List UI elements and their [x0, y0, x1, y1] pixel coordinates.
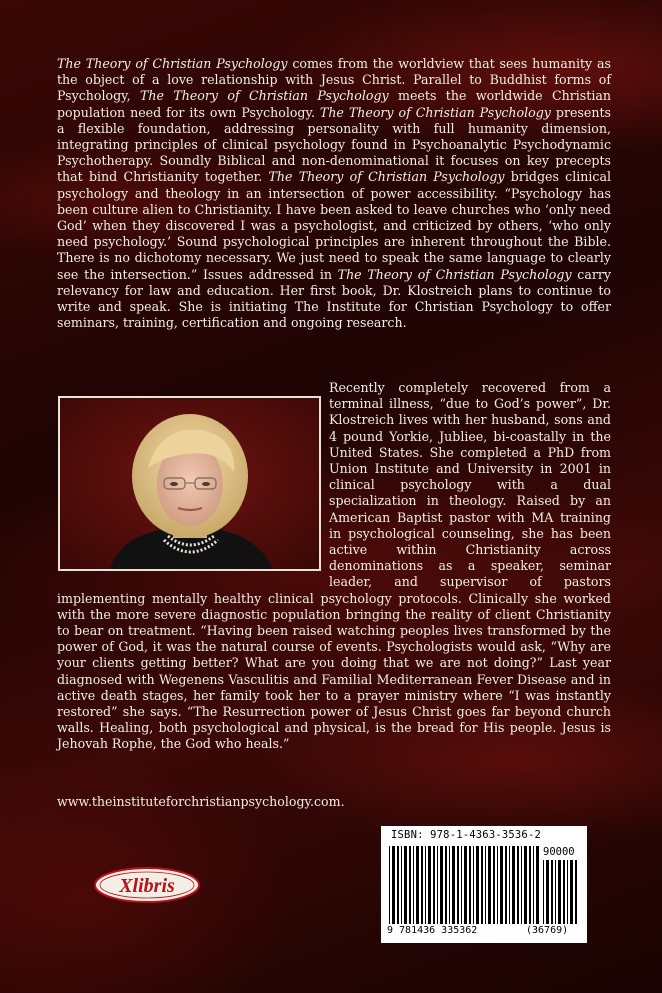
barcode-bar [512, 846, 515, 924]
barcode-bar [397, 846, 399, 924]
barcode-bar [437, 846, 438, 924]
barcode-bar [555, 860, 556, 924]
book-title-3: The Theory of Christian Psychology [319, 104, 551, 120]
barcode-bar [389, 846, 390, 924]
barcode-bar [543, 860, 544, 924]
barcode-bar [469, 846, 471, 924]
barcode-bar [413, 846, 414, 924]
barcode-bar [551, 860, 553, 924]
barcode-bar [425, 846, 426, 924]
barcode-bar [575, 860, 577, 924]
barcode-bars [389, 846, 539, 924]
barcode-bar [497, 846, 498, 924]
barcode-bar [505, 846, 507, 924]
barcode-bar [529, 846, 531, 924]
author-portrait-image [60, 398, 319, 569]
barcode-bar [445, 846, 447, 924]
barcode-bar [409, 846, 411, 924]
barcode-bar [521, 846, 522, 924]
barcode-bar [509, 846, 510, 924]
barcode-bar [485, 846, 486, 924]
website-url[interactable]: www.theinstituteforchristianpsychology.com. [57, 794, 345, 809]
text-run: meets the worldwide Christian population need for its own Psychology. [57, 88, 611, 120]
barcode-bar [481, 846, 483, 924]
barcode-bar [536, 846, 539, 924]
barcode-bar [558, 860, 561, 924]
barcode-bar [563, 860, 565, 924]
barcode-bar [533, 846, 534, 924]
barcode-digits: 9 781436 335362 [387, 925, 478, 936]
price-code: 90000 [543, 846, 575, 858]
barcode-bar [464, 846, 467, 924]
barcode-bar [428, 846, 431, 924]
barcode-bar [524, 846, 527, 924]
barcode-bar [421, 846, 423, 924]
description-paragraph [57, 56, 611, 331]
author-photo [58, 396, 321, 571]
isbn-barcode [381, 826, 587, 943]
barcode-bar [493, 846, 495, 924]
barcode-bar [488, 846, 491, 924]
barcode-bar [449, 846, 450, 924]
book-title-4: The Theory of Christian Psychology [268, 169, 505, 185]
isbn-label: ISBN: 978-1-4363-3536-2 [391, 829, 541, 841]
barcode-bar [476, 846, 479, 924]
text-run: bridges clinical psychology and theology in an intersection of power accessibility. “Psychology has been culture alien to Christianity. I have been asked to leave churches who ‘only need God’ when they discovered I was a psychologist, and criticized by others, ‘who only need psychology.’ Sound psychological principles are inherent throughout the Bible. There is no dichotomy necessary. We just need to speak the same language to clearly see the intersection.” Issues addressed in [57, 169, 611, 282]
barcode-bar [567, 860, 568, 924]
barcode-bar [461, 846, 462, 924]
barcode-bar [452, 846, 455, 924]
addon-bars [543, 860, 581, 924]
barcode-bar [392, 846, 395, 924]
barcode-bar [546, 860, 549, 924]
barcode-secondary-code: (36769) [526, 925, 569, 936]
barcode-bar [500, 846, 503, 924]
text-run: carry relevancy for law and education. Her first book, Dr. Klostreich plans to continue to write and speak. She is initiating The Institute for Christian Psychology to offer seminars, training, certification and ongoing research. [57, 266, 611, 331]
barcode-bar [457, 846, 459, 924]
barcode-bar [401, 846, 402, 924]
book-title-5: The Theory of Christian Psychology [337, 266, 572, 282]
xlibris-logo [93, 866, 201, 904]
barcode-bar [517, 846, 519, 924]
logo-wordmark: Xlibris [119, 875, 175, 897]
text-run: presents a flexible foundation, addressing personality with full humanity dimension, integrating principles of clinical psychology found in Psychoanalytic Psychodynamic Psychotherapy. Soundly Biblical and non-denominational it focuses on key precepts that bind Christianity together. [57, 104, 611, 185]
text-run: comes from the worldview that sees humanity as the object of a love relationship with Jesus Christ. Parallel to Buddhist forms of Psychology, [57, 56, 611, 104]
barcode-bar [416, 846, 419, 924]
book-title-2: The Theory of Christian Psychology [139, 88, 389, 104]
barcode-bar [473, 846, 474, 924]
author-bio-text: Recently completely recovered from a terminal illness, “due to God’s power”, Dr. Klostreich lives with her husband, sons and 4 pound Yorkie, Jubliee, bi-coastally in the United States. She completed a PhD from Union Institute and University in 2001 in clinical psychology with a dual specialization in theology. Raised by an American Baptist pastor with MA training in psychological counseling, she has been active within Christianity across denominations as a speaker, seminar leader, and supervisor of pastors implementing mentally healthy clinical psychology protocols. Clinically she worked with the more severe diagnostic population bringing the reality of client Christianity to bear on treatment. “Having been raised watching peoples lives transformed by the power of God, it was the natural course of events. Psychologists would ask, “Why are your clients getting better? What are you doing that we are not doing?” Last year diagnosed with Wegenens Vasculitis and Familial Mediterranean Fever Disease and in active death stages, her family took her to a prayer ministry where “I was instantly restored” she says. “The Resurrection power of Jesus Christ goes far beyond church walls. Healing, both psychological and physical, is the bread for His people. Jesus is Jehovah Rophe, the God who heals.” [57, 380, 611, 752]
barcode-bar [570, 860, 573, 924]
barcode-bar [440, 846, 443, 924]
book-title-1: The Theory of Christian Psychology [57, 56, 288, 71]
barcode-bar [404, 846, 407, 924]
barcode-bar [433, 846, 435, 924]
